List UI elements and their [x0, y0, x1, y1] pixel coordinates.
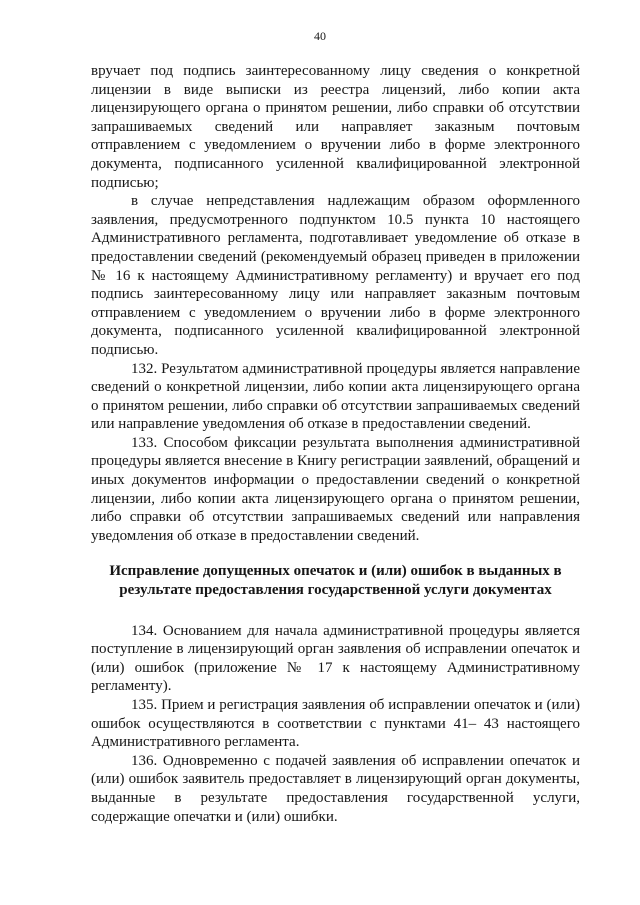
paragraph-134: 134. Основанием для начала административной процедуры является поступление в лицензирующий орган заявления об исправлении опечаток и (или) ошибок (приложение № 17 к настоящему Административному регламенту).	[91, 622, 580, 695]
paragraph-refusal-case: в случае непредставления надлежащим образом оформленного заявления, предусмотренного подпунктом 10.5 пункта 10 настоящего Административного регламента, подготавливает уведомление об отказе в предоставлении сведений (рекомендуемый образец приведен в приложении № 16 к настоящему Административному регламенту) и вручает его под подпись заинтересованному лицу или направляет заказным почтовым отправлением с уведомлением о вручении либо в форме электронного документа, подписанного усиленной квалифицированной электронной подписью.	[91, 193, 580, 358]
page-number: 40	[314, 29, 326, 43]
paragraph-133: 133. Способом фиксации результата выполнения административной процедуры является внесение в Книгу регистрации заявлений, обращений и иных документов информации о предоставлении сведений о конкретной лицензии, либо копии акта лицензирующего органа о принятом решении, либо справки об отсутствии запрашиваемых сведений или направления уведомления об отказе в предоставлении сведений.	[91, 434, 580, 544]
section-heading: Исправление допущенных опечаток и (или) ошибок в выданных в результате предоставления государственной услуги документах	[109, 563, 562, 599]
paragraph-132: 132. Результатом административной процедуры является направление сведений о конкретной лицензии, либо копии акта лицензирующего органа о принятом решении, либо справки об отсутствии запрашиваемых сведений или направление уведомления об отказе в предоставлении сведений.	[91, 360, 580, 433]
paragraph-135: 135. Прием и регистрация заявления об исправлении опечаток и (или) ошибок осуществляются в соответствии с пунктами 41– 43 настоящего Административного регламента.	[91, 697, 580, 751]
paragraph-continuation: вручает под подпись заинтересованному лицу сведения о конкретной лицензии в виде выписки из реестра лицензий, либо копии акта лицензирующего органа о принятом решении, либо справки об отсутствии запрашиваемых сведений или направляет заказным почтовым отправлением с уведомлением о вручении либо в форме электронного документа, подписанного усиленной квалифицированной электронной подписью;	[91, 63, 580, 191]
document-body	[91, 62, 580, 826]
paragraph-136: 136. Одновременно с подачей заявления об исправлении опечаток и (или) ошибок заявитель предоставляет в лицензирующий орган документы, выданные в результате предоставления государственной услуги, содержащие опечатки и (или) ошибки.	[91, 752, 580, 825]
